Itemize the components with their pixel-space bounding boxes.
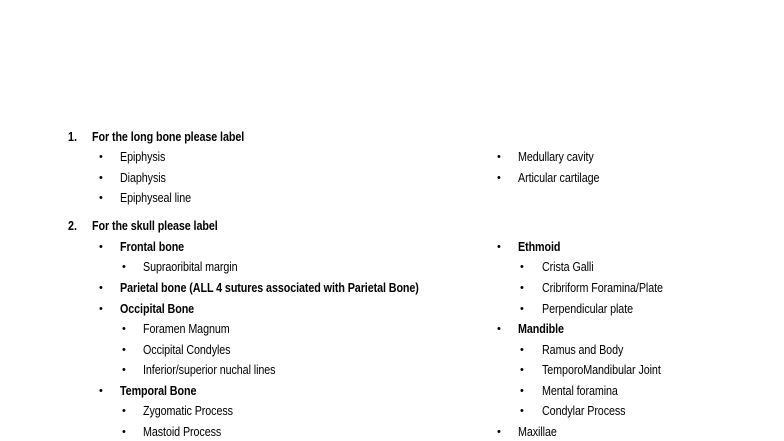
- sub-list-item: Zygomatic Process: [143, 404, 233, 418]
- bullet-icon: •: [99, 192, 103, 204]
- bullet-icon: •: [122, 323, 126, 335]
- sub-list-item: Perpendicular plate: [542, 302, 633, 316]
- section-1-heading: For the long bone please label: [92, 130, 245, 144]
- sub-list-item: Occipital Condyles: [143, 343, 231, 357]
- section-2-heading: For the skull please label: [92, 219, 218, 233]
- list-item: Epiphysis: [120, 150, 166, 164]
- list-item: Frontal bone: [120, 240, 185, 254]
- bullet-icon: •: [99, 385, 103, 397]
- sub-list-item: Crista Galli: [542, 260, 594, 274]
- bullet-icon: •: [497, 172, 501, 184]
- bullet-icon: •: [497, 151, 501, 163]
- bullet-icon: •: [122, 344, 126, 356]
- bullet-icon: •: [99, 303, 103, 315]
- bullet-icon: •: [99, 282, 103, 294]
- list-item: Diaphysis: [120, 171, 166, 185]
- bullet-icon: •: [122, 364, 126, 376]
- list-item: Maxillae: [518, 425, 557, 439]
- sub-list-item: Mastoid Process: [143, 425, 222, 439]
- list-item: Articular cartilage: [518, 171, 600, 185]
- list-item: Parietal bone (ALL 4 sutures associated with Parietal Bone): [120, 281, 419, 295]
- bullet-icon: •: [520, 282, 524, 294]
- bullet-icon: •: [520, 344, 524, 356]
- bullet-icon: •: [520, 405, 524, 417]
- bullet-icon: •: [99, 241, 103, 253]
- sub-list-item: Condylar Process: [542, 404, 626, 418]
- bullet-icon: •: [122, 426, 126, 438]
- bullet-icon: •: [497, 426, 501, 438]
- bullet-icon: •: [520, 385, 524, 397]
- bullet-icon: •: [497, 323, 501, 335]
- bullet-icon: •: [520, 364, 524, 376]
- list-item: Ethmoid: [518, 240, 561, 254]
- sub-list-item: Foramen Magnum: [143, 322, 230, 336]
- bullet-icon: •: [520, 261, 524, 273]
- list-item: Occipital Bone: [120, 302, 195, 316]
- sub-list-item: Ramus and Body: [542, 343, 624, 357]
- list-item: Temporal Bone: [120, 384, 197, 398]
- section-2-number: 2.: [68, 219, 77, 233]
- sub-list-item: TemporoMandibular Joint: [542, 363, 661, 377]
- sub-list-item: Inferior/superior nuchal lines: [143, 363, 276, 377]
- bullet-icon: •: [497, 241, 501, 253]
- list-item: Medullary cavity: [518, 150, 594, 164]
- bullet-icon: •: [122, 261, 126, 273]
- bullet-icon: •: [99, 151, 103, 163]
- sub-list-item: Mental foramina: [542, 384, 618, 398]
- list-item: Epiphyseal line: [120, 191, 192, 205]
- sub-list-item: Cribriform Foramina/Plate: [542, 281, 663, 295]
- list-item: Mandible: [518, 322, 564, 336]
- bullet-icon: •: [520, 303, 524, 315]
- bullet-icon: •: [99, 172, 103, 184]
- bullet-icon: •: [122, 405, 126, 417]
- sub-list-item: Supraoribital margin: [143, 260, 238, 274]
- section-1-number: 1.: [68, 130, 77, 144]
